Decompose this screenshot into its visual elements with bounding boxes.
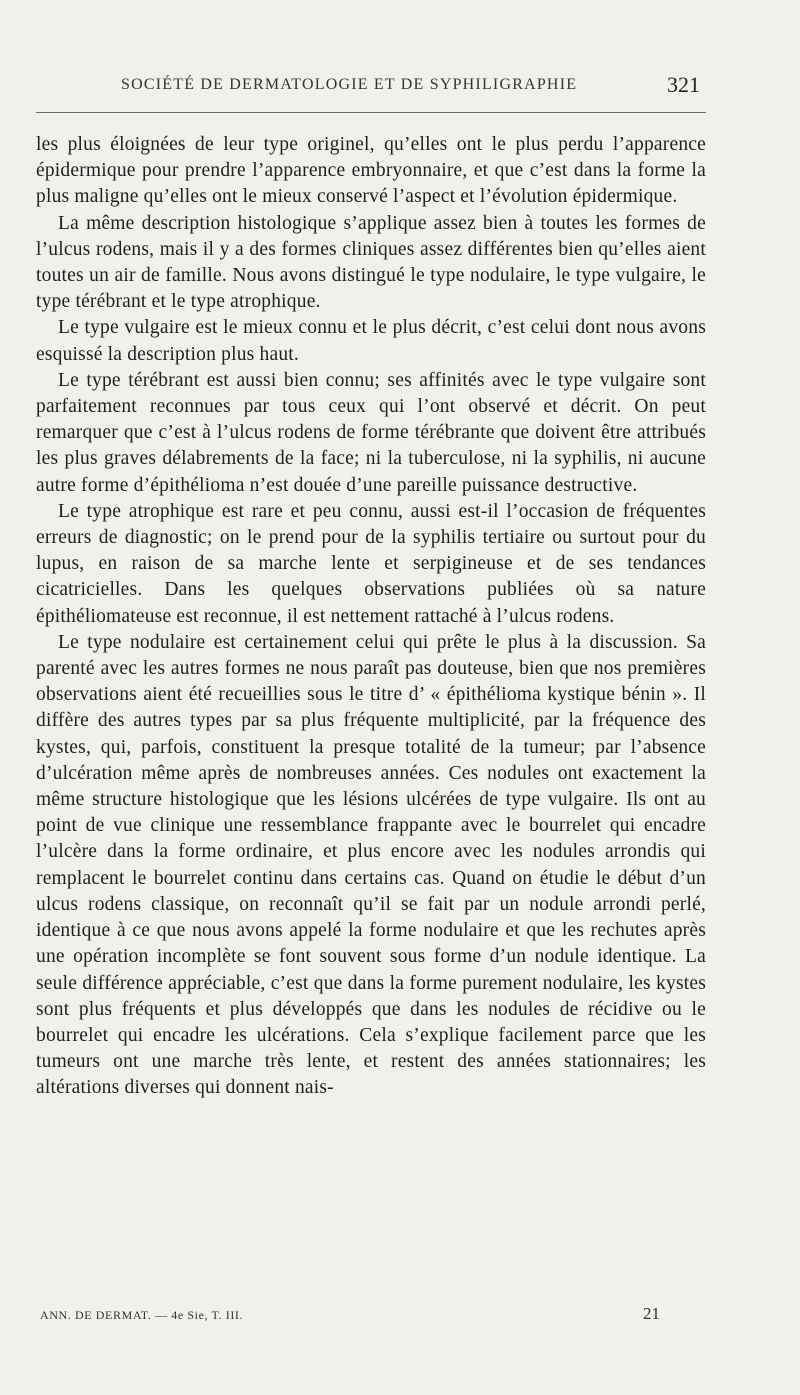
page-header — [36, 72, 706, 104]
paragraph-2: La même description histologique s’applique assez bien à toutes les formes de l’ulcus rodens, mais il y a des formes cliniques assez différentes bien qu’elles aient toutes un air de famille. Nous avons distingué le type nodulaire, le type vulgaire, le type térébrant et le type atrophique. — [36, 212, 706, 313]
paragraph-1: les plus éloignées de leur type originel, qu’elles ont le plus perdu l’apparence épidermique pour prendre l’apparence embryonnaire, et que c’est dans la forme la plus maligne qu’elles ont le mieux conservé l’aspect et l’évolution épidermique. — [36, 134, 706, 208]
body-text — [36, 132, 706, 1102]
paragraph-5: Le type atrophique est rare et peu connu, aussi est-il l’occasion de fréquentes erreurs de diagnostic; on le prend pour de la syphilis tertiaire ou surtout pour du lupus, en raison de sa marche lente et serpigineuse et de ses tendances cicatricielles. Dans les quelques observations publiées où sa nature épithéliomateuse est reconnue, il est nettement rattaché à l’ulcus rodens. — [36, 500, 706, 627]
journal-reference: ANN. DE DERMAT. — 4e Sie, T. III. — [40, 1308, 244, 1322]
header-rule — [36, 112, 706, 113]
signature-mark: 21 — [643, 1304, 660, 1323]
running-title: SOCIÉTÉ DE DERMATOLOGIE ET DE SYPHILIGRAPHIE — [121, 76, 578, 93]
paragraph-6: Le type nodulaire est certainement celui qui prête le plus à la discussion. Sa parenté avec les autres formes ne nous paraît pas douteuse, bien que nos premières observations aient été recueillies sous le titre d’ « épithélioma kystique bénin ». Il diffère des autres types par sa plus fréquente multiplicité, par la fréquence des kystes, qui, parfois, constituent la presque totalité de la tumeur; par l’absence d’ulcération même après de nombreuses années. Ces nodules ont exactement la même structure histologique que les lésions ulcérées de type vulgaire. Ils ont au point de vue clinique une ressemblance frappante avec le bourrelet qui encadre l’ulcère dans la forme ordinaire, et plus encore avec les nodules arrondis qui remplacent le bourrelet continu dans certains cas. Quand on étudie le début d’un ulcus rodens classique, on reconnaît qu’il se fait par un nodule arrondi perlé, identique à ce que nous avons appelé la forme nodulaire et que les rechutes après une opération incomplète se font souvent sous forme d’un nodule identique. La seule différence appréciable, c’est que dans la forme purement nodulaire, les kystes sont plus fréquents et plus développés que dans les nodules de récidive ou le bourrelet qui encadre les ulcérations. Cela s’explique facilement parce que les tumeurs ont une marche très lente, et restent des années stationnaires; les altérations diverses qui donnent nais- — [36, 631, 706, 1099]
page-footer — [40, 1300, 706, 1330]
paragraph-3: Le type vulgaire est le mieux connu et le plus décrit, c’est celui dont nous avons esquissé la description plus haut. — [36, 317, 706, 365]
page-number: 321 — [667, 72, 700, 97]
paragraph-4: Le type térébrant est aussi bien connu; ses affinités avec le type vulgaire sont parfaitement reconnues par tous ceux qui l’ont observé et décrit. On peut remarquer que c’est à l’ulcus rodens de forme térébrante que doivent être attribués les plus graves délabrements de la face; ni la tuberculose, ni la syphilis, ni aucune autre forme d’épithélioma n’est douée d’une pareille puissance destructive. — [36, 369, 706, 496]
